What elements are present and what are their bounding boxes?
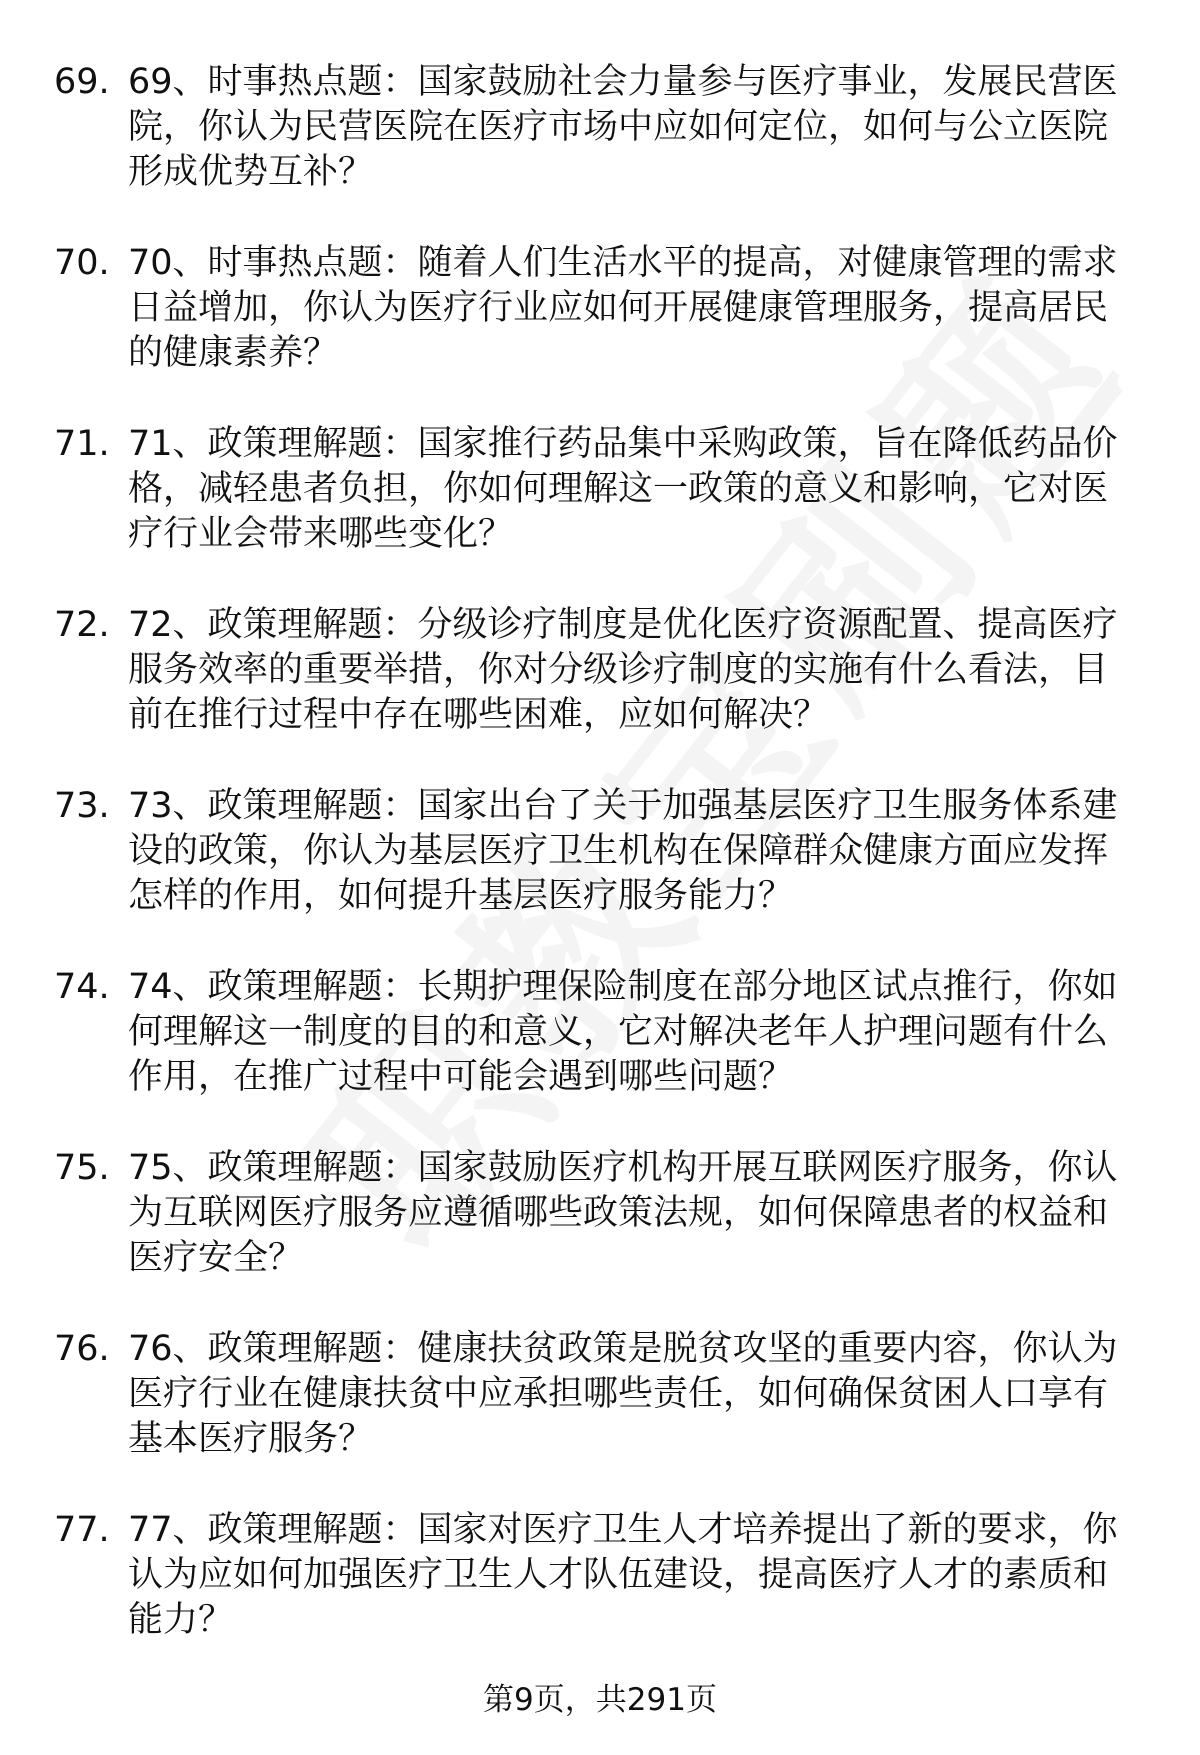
question-number: 75. <box>54 1148 110 1188</box>
question-item <box>0 1508 1200 1689</box>
question-line: 的健康素养？ <box>128 333 339 373</box>
question-line: 基本医疗服务？ <box>128 1419 374 1459</box>
question-item <box>0 1327 1200 1508</box>
question-line: 日益增加，你认为医疗行业应如何开展健康管理服务，提高居民 <box>128 288 1109 328</box>
question-line: 医疗行业在健康扶贫中应承担哪些责任，如何确保贫困人口享有 <box>128 1374 1109 1414</box>
question-item <box>0 965 1200 1146</box>
question-line: 怎样的作用，如何提升基层医疗服务能力？ <box>128 876 794 916</box>
question-line: 疗行业会带来哪些变化？ <box>128 514 514 554</box>
question-line: 前在推行过程中存在哪些困难，应如何解决？ <box>128 695 829 735</box>
question-text <box>128 1146 1148 1281</box>
question-number: 71. <box>54 424 110 464</box>
question-text <box>128 1508 1148 1643</box>
question-number: 70. <box>54 243 110 283</box>
question-number: 74. <box>54 967 110 1007</box>
question-line: 何理解这一制度的目的和意义，它对解决老年人护理问题有什么 <box>128 1012 1109 1052</box>
question-number: 69. <box>54 62 110 102</box>
question-item <box>0 241 1200 422</box>
question-line: 格，减轻患者负担，你如何理解这一政策的意义和影响，它对医 <box>128 469 1109 509</box>
question-text <box>128 784 1148 919</box>
question-line: 70、时事热点题：随着人们生活水平的提高，对健康管理的需求 <box>128 243 1118 283</box>
question-text <box>128 422 1148 557</box>
question-line: 为互联网医疗服务应遵循哪些政策法规，如何保障患者的权益和 <box>128 1193 1109 1233</box>
question-text <box>128 603 1148 738</box>
question-item <box>0 603 1200 784</box>
question-line: 69、时事热点题：国家鼓励社会力量参与医疗事业，发展民营医 <box>128 62 1118 102</box>
question-line: 72、政策理解题：分级诊疗制度是优化医疗资源配置、提高医疗 <box>128 605 1118 645</box>
question-text <box>128 965 1148 1100</box>
question-line: 76、政策理解题：健康扶贫政策是脱贫攻坚的重要内容，你认为 <box>128 1329 1118 1369</box>
question-list <box>0 60 1200 1689</box>
question-line: 医疗安全？ <box>128 1238 304 1278</box>
page-footer: 第9页，共291页 <box>483 1682 717 1718</box>
question-line: 作用，在推广过程中可能会遇到哪些问题？ <box>128 1057 794 1097</box>
question-line: 认为应如何加强医疗卫生人才队伍建设，提高医疗人才的素质和 <box>128 1555 1109 1595</box>
question-line: 院，你认为民营医院在医疗市场中应如何定位，如何与公立医院 <box>128 107 1109 147</box>
question-number: 77. <box>54 1510 110 1550</box>
question-line: 74、政策理解题：长期护理保险制度在部分地区试点推行，你如 <box>128 967 1118 1007</box>
question-item <box>0 1146 1200 1327</box>
question-text <box>128 60 1148 195</box>
question-number: 73. <box>54 786 110 826</box>
question-line: 71、政策理解题：国家推行药品集中采购政策，旨在降低药品价 <box>128 424 1118 464</box>
question-line: 设的政策，你认为基层医疗卫生机构在保障群众健康方面应发挥 <box>128 831 1109 871</box>
question-line: 服务效率的重要举措，你对分级诊疗制度的实施有什么看法，目 <box>128 650 1109 690</box>
question-item <box>0 422 1200 603</box>
question-text <box>128 241 1148 376</box>
question-item <box>0 784 1200 965</box>
question-number: 72. <box>54 605 110 645</box>
question-text <box>128 1327 1148 1462</box>
question-line: 形成优势互补？ <box>128 152 374 192</box>
question-line: 73、政策理解题：国家出台了关于加强基层医疗卫生服务体系建 <box>128 786 1118 826</box>
question-line: 能力？ <box>128 1600 234 1640</box>
question-number: 76. <box>54 1329 110 1369</box>
question-line: 75、政策理解题：国家鼓励医疗机构开展互联网医疗服务，你认 <box>128 1148 1118 1188</box>
question-item <box>0 60 1200 241</box>
question-line: 77、政策理解题：国家对医疗卫生人才培养提出了新的要求，你 <box>128 1510 1118 1550</box>
